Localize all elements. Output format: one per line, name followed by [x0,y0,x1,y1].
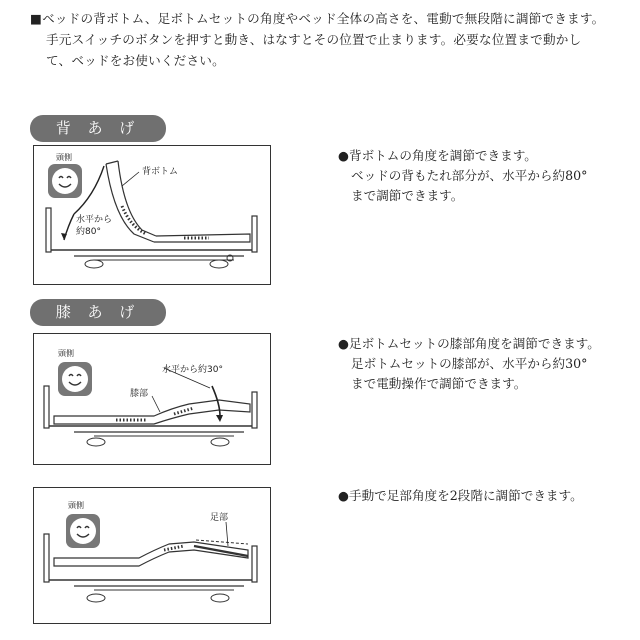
section-tab-knee-raise: 膝 あ げ [30,299,166,326]
back-raise-desc-line-1: ●背ボトムの角度を調節できます。 [338,148,537,163]
angle-label-line2: 約80° [76,227,101,237]
head-side-label: 頭側 [56,153,72,162]
smiley-face-icon [66,514,100,548]
section-tab-back-raise: 背 あ げ [30,115,166,142]
back-raise-description [338,146,628,206]
knee-angle-label: 水平から約30° [162,365,223,375]
back-raise-desc-line-2: ベッドの背もたれ部分が、水平から約80° [351,168,588,183]
knee-raise-diagram [33,333,271,465]
intro-line-2: 手元スイッチのボタンを押すと動き、はなすとその位置で止まります。必要な位置まで動かし [46,32,582,47]
intro-line-1: ■ベッドの背ボトム、足ボトムセットの角度やベッド全体の高さを、電動で無段階に調節できます。 [30,11,605,26]
intro-paragraph [30,8,620,71]
back-raise-diagram [33,145,271,285]
knee-raise-desc-line-3: まで電動操作で調節できます。 [351,376,527,391]
foot-part-label: 足部 [210,513,229,523]
foot-angle-desc-line-1: ●手動で足部角度を2段階に調節できます。 [338,488,583,503]
intro-line-3: て、ベッドをお使いください。 [46,53,225,68]
foot-angle-description [338,486,628,506]
angle-label-line1: 水平から [76,215,113,225]
back-bottom-label: 背ボトム [142,167,179,177]
foot-angle-diagram [33,487,271,624]
smiley-face-icon [48,164,82,198]
head-side-label: 頭側 [68,501,84,510]
knee-part-label: 膝部 [130,389,149,399]
head-side-label: 頭側 [58,349,74,358]
knee-raise-description [338,334,628,394]
knee-raise-desc-line-1: ●足ボトムセットの膝部角度を調節できます。 [338,336,600,351]
knee-raise-desc-line-2: 足ボトムセットの膝部が、水平から約30° [351,356,588,371]
back-raise-desc-line-3: まで調節できます。 [351,188,464,203]
smiley-face-icon [58,362,92,396]
